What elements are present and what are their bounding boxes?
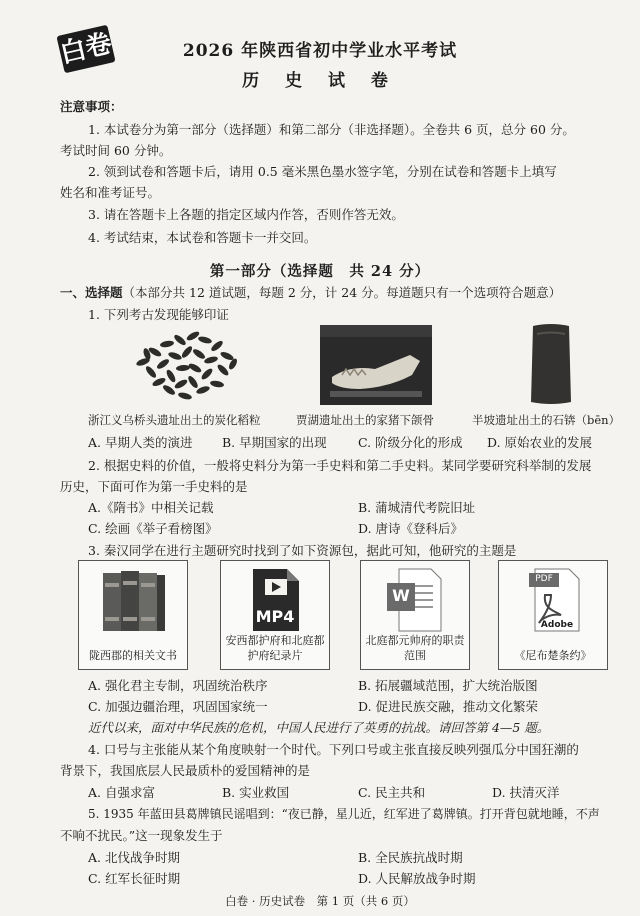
q1-option-c: C. 阶级分化的形成	[358, 435, 463, 450]
q2-option-c: C. 绘画《举子看榜图》	[88, 521, 218, 536]
q5-option-c: C. 红军长征时期	[88, 871, 181, 886]
q4-option-b: B. 实业救国	[222, 785, 290, 800]
stone-adze-image	[527, 322, 575, 408]
stone-adze-graphic	[527, 322, 575, 408]
adobe-label: Adobe	[540, 620, 574, 630]
section-title: 第一部分（选择题 共 24 分）	[209, 263, 431, 280]
q1-caption-adze: 半坡遗址出土的石锛（bēn）	[472, 413, 621, 427]
word-document-icon	[361, 565, 469, 635]
q2-option-d: D. 唐诗《登科后》	[358, 521, 464, 536]
notes-heading: 注意事项：	[60, 99, 123, 114]
q2-stem-line1: 2. 根据史料的价值，一般将史料分为第一手史料和第二手史料。某同学要研究科举制的发展	[88, 458, 592, 473]
q4-option-d: D. 扶清灭洋	[492, 785, 560, 800]
q3-option-c: C. 加强边疆治理，巩固国家统一	[88, 699, 268, 714]
q5-stem-line2: 不响不扰民。”这一现象发生于	[60, 828, 223, 843]
note-1a: 1. 本试卷分为第一部分（选择题）和第二部分（非选择题）。全卷共 6 页，总分 60 分。	[88, 122, 575, 137]
instructions-label: 一、选择题	[60, 285, 123, 300]
q5-option-a: A. 北伐战争时期	[88, 850, 180, 865]
resource-card-documents	[78, 560, 188, 670]
instructions-text: （本部分共 12 道试题，每题 2 分，计 24 分。每道题只有一个选项符合题意）	[122, 285, 562, 300]
q3-stem: 3. 秦汉同学在进行主题研究时找到了如下资源包，据此可知，他研究的主题是	[88, 543, 517, 558]
q5-option-d: D. 人民解放战争时期	[358, 871, 476, 886]
q4-stem-line2: 背景下，我国底层人民最质朴的爱国精神的是	[60, 763, 311, 778]
q1-option-a: A. 早期人类的演进	[88, 435, 193, 450]
resource-card-pdf	[498, 560, 608, 670]
resource-card-word-doc	[360, 560, 470, 670]
q5-stem-line1: 5. 1935 年蓝田县葛牌镇民谣唱到：“夜已静，星儿近，红军进了葛牌镇。打开背包就地睡，不声	[88, 807, 600, 821]
paper-badge: 白卷	[56, 25, 115, 74]
card-label: 安西都护府和北庭都护府纪录片	[225, 634, 325, 662]
q1-stem: 1. 下列考古发现能够印证	[88, 307, 229, 322]
q1-caption-rice: 浙江义乌桥头遗址出土的炭化稻粒	[88, 413, 261, 427]
q5-option-b: B. 全民族抗战时期	[358, 850, 463, 865]
section-instructions	[60, 283, 561, 301]
q1-option-d: D. 原始农业的发展	[487, 435, 593, 450]
q2-stem-line2: 历史，下面可作为第一手史料的是	[60, 479, 248, 494]
card-label: 北庭都元帅府的职责范围	[365, 634, 465, 662]
q3-option-d: D. 促进民族交融，推动文化繁荣	[358, 699, 539, 714]
exam-subtitle: 历 史 试 卷	[242, 71, 398, 91]
books-icon	[79, 565, 187, 637]
q1-option-b: B. 早期国家的出现	[222, 435, 327, 450]
pig-jawbone-image	[320, 325, 432, 405]
card-label: 陇西郡的相关文书	[89, 649, 177, 662]
q4-option-c: C. 民主共和	[358, 785, 426, 800]
q2-option-a: A.《隋书》中相关记载	[88, 500, 214, 515]
q2-option-b: B. 蒲城清代考院旧址	[358, 500, 476, 515]
note-3: 3. 请在答题卡上各题的指定区域内作答，否则作答无效。	[88, 207, 404, 222]
note-2b: 姓名和准考证号。	[60, 185, 161, 200]
note-1b: 考试时间 60 分钟。	[60, 143, 172, 158]
page-footer: 白卷 · 历史试卷 第 1 页（共 6 页）	[225, 894, 415, 908]
q4-stem-line1: 4. 口号与主张能从某个角度映射一个时代。下列口号或主张直接反映列强瓜分中国狂潮的	[88, 742, 579, 757]
q1-caption-jawbone: 贾湖遗址出土的家猪下颌骨	[296, 413, 434, 427]
resource-card-video	[220, 560, 330, 670]
note-2a: 2. 领到试卷和答题卡后，请用 0.5 毫米黑色墨水签字笔，分别在试卷和答题卡上填写	[88, 164, 557, 179]
exam-title: 2026 年陕西省初中学业水平考试	[182, 41, 458, 61]
q3-option-a: A. 强化君主专制，巩固统治秩序	[88, 678, 268, 693]
q4-option-a: A. 自强求富	[88, 785, 155, 800]
material-intro: 近代以来，面对中华民族的危机，中国人民进行了英勇的抗战。请回答第 4—5 题。	[88, 720, 550, 735]
q3-option-b: B. 拓展疆域范围，扩大统治版图	[358, 678, 538, 693]
rice-grains-graphic	[125, 322, 243, 406]
mp4-label: MP4	[255, 607, 295, 626]
card-label: 《尼布楚条约》	[514, 649, 592, 662]
word-label: W	[392, 586, 410, 605]
carbonized-rice-image	[125, 322, 243, 406]
note-4: 4. 考试结束，本试卷和答题卡一并交回。	[88, 230, 317, 245]
jawbone-graphic	[320, 325, 432, 405]
pdf-label: PDF	[535, 574, 553, 584]
